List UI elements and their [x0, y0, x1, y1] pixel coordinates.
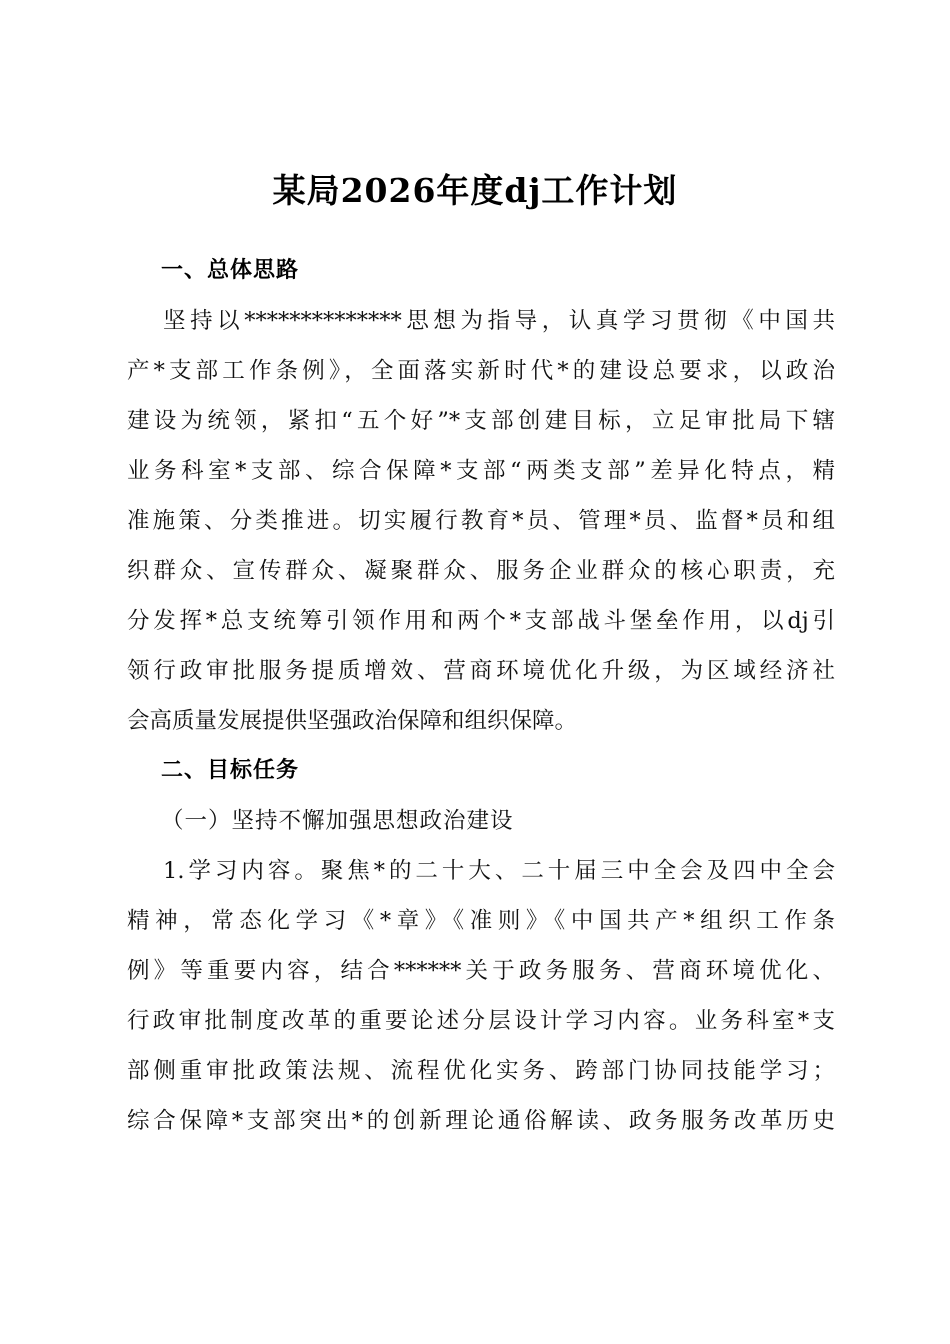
paragraph-line: 织群众、宣传群众、凝聚群众、服务企业群众的核心职责，充 — [127, 558, 835, 584]
paragraph-line: 综合保障*支部突出*的创新理论通俗解读、政务服务改革历史 — [127, 1108, 835, 1134]
paragraph-line: 精神，常态化学习《*章》《准则》《中国共产*组织工作条 — [127, 908, 835, 934]
paragraph-line: 业务科室*支部、综合保障*支部“两类支部”差异化特点，精 — [127, 458, 835, 484]
paragraph-line: 行政审批制度改革的重要论述分层设计学习内容。业务科室*支 — [127, 1008, 835, 1034]
paragraph-line: 产*支部工作条例》，全面落实新时代*的建设总要求，以政治 — [127, 358, 835, 384]
paragraph-study-content — [127, 846, 835, 1146]
paragraph-line: 分发挥*总支统筹引领作用和两个*支部战斗堡垒作用，以dj引 — [127, 608, 835, 634]
section-heading-goals-tasks: 二、目标任务 — [161, 758, 300, 783]
document-body — [127, 246, 835, 1146]
paragraph-line: 准施策、分类推进。切实履行教育*员、管理*员、监督*员和组 — [127, 508, 835, 534]
document-title: 某局2026年度dj工作计划 — [272, 171, 678, 210]
paragraph-line: 会高质量发展提供坚强政治保障和组织保障。 — [127, 708, 578, 734]
paragraph-line: 1.学习内容。聚焦*的二十大、二十届三中全会及四中全会 — [163, 858, 835, 884]
subsection-heading-ideological-building: （一）坚持不懈加强思想政治建设 — [161, 808, 514, 834]
paragraph-line: 坚持以**************思想为指导，认真学习贯彻《中国共 — [163, 308, 835, 334]
paragraph-line: 建设为统领，紧扣“五个好”*支部创建目标，立足审批局下辖 — [127, 408, 835, 434]
paragraph-line: 部侧重审批政策法规、流程优化实务、跨部门协同技能学习； — [127, 1058, 835, 1084]
paragraph-line: 领行政审批服务提质增效、营商环境优化升级，为区域经济社 — [127, 658, 835, 684]
section-heading-overall-approach: 一、总体思路 — [161, 258, 300, 283]
paragraph-overall-approach — [127, 296, 835, 746]
paragraph-line: 例》等重要内容，结合******关于政务服务、营商环境优化、 — [127, 958, 835, 984]
